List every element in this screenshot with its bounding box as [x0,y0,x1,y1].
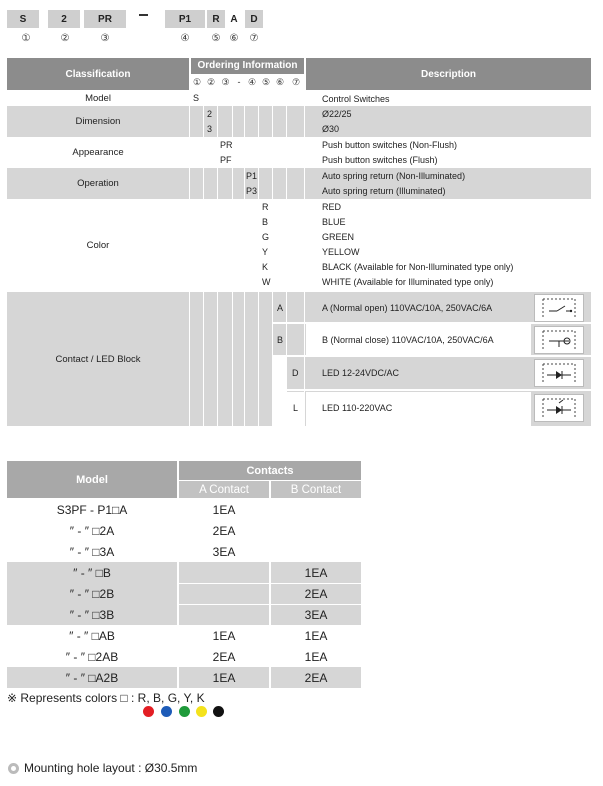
classification-color: Color [86,240,110,251]
code-box-4: P1 [165,10,205,28]
contacts-row-8-model: ″ - ″ □2AB [65,650,119,664]
contacts-row-7-a: 1EA [212,629,236,643]
contacts-row-3-a: 3EA [212,545,236,559]
code-marker-3: ③ [100,33,110,44]
desc-led-110-220: LED 110-220VAC [322,403,393,413]
header-description: Description [306,58,591,90]
contacts-row-5-model: ″ - ″ □2B [69,587,115,601]
contacts-header-model: Model [7,461,177,498]
column-marker-5: ⑤ [260,74,272,90]
contacts-header-contacts: Contacts [179,461,361,480]
color-dot-black [213,706,224,717]
code-led-d: D [292,368,299,378]
contacts-row-9-b: 2EA [304,671,328,685]
header-ordering-information: Ordering Information [191,58,304,74]
code-contact-b: B [277,335,284,345]
contacts-row-8-a: 2EA [212,650,236,664]
code-color-w: W [262,277,271,287]
column-marker-1: ① [191,74,203,90]
contacts-row-1-model: S3PF - P1□A [56,503,128,517]
classification-model: Model [85,93,111,104]
classification-appearance: Appearance [72,147,124,158]
desc-operation-illuminated: Auto spring return (Illuminated) [322,186,446,196]
desc-dimension-30: Ø30 [322,124,340,134]
desc-color-black: BLACK (Available for Non-Illuminated type only) [322,262,514,272]
code-dimension-3: 3 [207,124,213,134]
color-dot-green [179,706,190,717]
column-marker-6: ⑥ [274,74,286,90]
code-marker-1: ① [21,33,31,44]
led-ac-diagram-icon [534,394,584,422]
column-marker-3: ③ [219,74,232,90]
contact-a-diagram-icon [534,294,584,322]
code-marker-7: ⑦ [249,33,259,44]
desc-color-red: RED [322,202,342,212]
code-separator [139,14,148,16]
header-classification: Classification [7,58,189,90]
contacts-row-9-a: 1EA [212,671,236,685]
desc-appearance-flush: Push button switches (Flush) [322,155,438,165]
code-box-6: A [230,13,238,25]
contacts-row-5-b: 2EA [304,587,328,601]
desc-model: Control Switches [322,94,390,104]
code-marker-2: ② [60,33,70,44]
classification-contact-led: Contact / LED Block [55,353,141,365]
desc-contact-a: A (Normal open) 110VAC/10A, 250VAC/6A [322,303,493,313]
desc-color-white: WHITE (Available for Illuminated type only) [322,277,494,287]
color-dot-red [143,706,154,717]
classification-dimension: Dimension [75,116,121,127]
contacts-header-b: B Contact [271,481,361,498]
code-operation-p3: P3 [246,186,258,196]
column-marker-dash: - [234,74,244,90]
desc-color-yellow: YELLOW [322,247,360,257]
code-color-y: Y [262,247,269,257]
contacts-row-4-b: 1EA [304,566,328,580]
code-operation-p1: P1 [246,171,258,181]
contacts-row-1-a: 1EA [212,503,236,517]
code-model-s: S [193,93,200,103]
contacts-row-3-model: ″ - ″ □3A [69,545,115,559]
contacts-row-9-model: ″ - ″ □A2B [65,671,119,685]
contacts-header-a: A Contact [179,481,269,498]
code-box-2: 2 [48,10,80,28]
color-dot-yellow [196,706,207,717]
color-note: ※ Represents colors □ : R, B, G, Y, K [7,691,205,705]
desc-led-12-24: LED 12-24VDC/AC [322,368,400,378]
code-box-3: PR [84,10,126,28]
contacts-row-6-model: ″ - ″ □3B [69,608,115,622]
code-appearance-pf: PF [220,155,232,165]
contacts-row-4-model: ″ - ″ □B [73,566,111,580]
contacts-row-7-model: ″ - ″ □AB [69,629,115,643]
code-color-r: R [262,202,269,212]
desc-dimension-22: Ø22/25 [322,109,352,119]
code-marker-6: ⑥ [229,33,239,44]
desc-appearance-nonflush: Push button switches (Non-Flush) [322,140,458,150]
color-dot-blue [161,706,172,717]
contacts-row-8-b: 1EA [304,650,328,664]
code-box-1: S [7,10,39,28]
code-color-k: K [262,262,269,272]
contact-b-diagram-icon [534,326,584,354]
code-box-7: D [245,10,263,28]
desc-operation-nonilluminated: Auto spring return (Non-Illuminated) [322,171,466,181]
code-color-b: B [262,217,269,227]
code-marker-4: ④ [180,33,190,44]
code-dimension-2: 2 [207,109,213,119]
classification-operation: Operation [77,178,119,189]
column-marker-4: ④ [246,74,258,90]
code-appearance-pr: PR [220,140,233,150]
contacts-row-2-model: ″ - ″ □2A [69,524,115,538]
contacts-row-7-b: 1EA [304,629,328,643]
code-led-l: L [293,403,299,413]
contacts-row-2-a: 2EA [212,524,236,538]
code-marker-5: ⑤ [211,33,221,44]
column-marker-2: ② [205,74,217,90]
code-contact-a: A [277,303,284,313]
bullet-icon [8,763,19,774]
code-box-5: R [207,10,225,28]
desc-color-blue: BLUE [322,217,346,227]
mounting-hole-text: Mounting hole layout : Ø30.5mm [24,761,198,775]
contacts-row-6-b: 3EA [304,608,328,622]
desc-contact-b: B (Normal close) 110VAC/10A, 250VAC/6A [322,335,494,345]
led-dc-diagram-icon [534,359,584,387]
desc-color-green: GREEN [322,232,355,242]
code-color-g: G [262,232,270,242]
column-marker-7: ⑦ [288,74,304,90]
